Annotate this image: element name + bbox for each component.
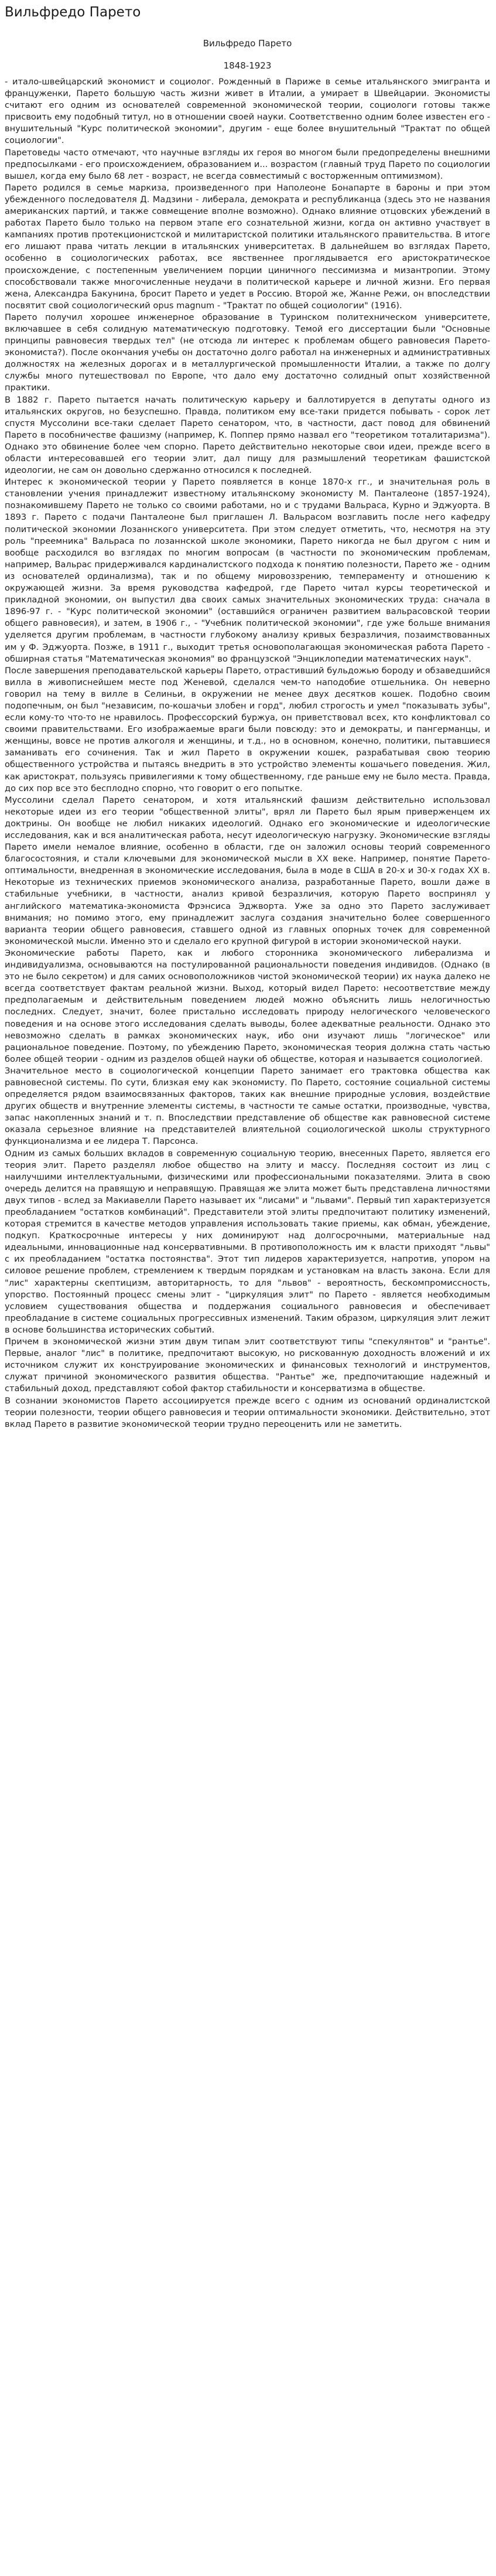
paragraph: Одним из самых больших вкладов в современную социальную теорию, внесенных Парето, является его теория элит. Парето разделял любое общество на элиту и массу. Последняя состоит из лиц с наилучшими интеллектуальными, физическими или профессиональными показателями. Элита в свою очередь делится на правящую и неправящую. Правящая же элита может быть представлена личностями двух типов - вслед за Макиавелли Парето называет их "лисами" и "львами". Первый тип характеризуется преобладанием "остатков комбинаций". Представители этой элиты предпочитают политику изменений, которая стремится в качестве методов управления использовать такие приемы, как обман, убеждение, подкуп. Краткосрочные интересы у них доминируют над долгосрочными, материальные над идеальными, инновационные над консервативными. В противоположность им к власти приходят "львы" с их преобладанием "остатка постоянства". Этот тип лидеров характеризуется, напротив, упором на силовое решение проблем, стремлением к твердым порядкам и установкам на власть закона. Если для "лис" характерны скептицизм, авторитарность, то для "львов" - вероятность, бескомпромиссность, упорство. Постоянный процесс смены элит - "циркуляция элит" по Парето - является необходимым условием существования общества и поддержания социального равновесия и обеспечивает преобладание в системе социальных прогрессивных изменений. Таким образом, циркуляция элит лежит в основе большинства исторических событий. (5, 1148, 490, 1335)
paragraph: Причем в экономической жизни этим двум типам элит соответствуют типы "спекулянтов" и "рантье". Первые, аналог "лис" в политике, предпочитают высокую, но рискованную доходность вложений и их источником служит их конструирование экономических и финансовых технологий и инструментов, служат причиной экономического развития общества. "Рантье" же, предпочитающие надежный и стабильный доход, представляют собой фактор стабильности и консерватизма в обществе. (5, 1337, 490, 1394)
paragraph: После завершения преподавательской карьеры Парето, отрастивший бульдожью бороду и обзаведшийся вилла в живописнейшем месте под Женевой, сделался чем-то наподобие отшельника. Он неверно говорил на тему в вилле в Селиньи, в окружении не менее двух десятков кошек. Подобно своим подопечным, он был "независим, по-кошачьи злобен и горд", любил строгость и умел "показывать зубы", если кому-то что-то не нравилось. Профессорский буржуа, он приветствовал всех, кто конфликтовал со своими правительствами. Его изображаемые враги были повсюду: это и демократы, и пангерманцы, и женщины, вовсе не против алкоголя и женщины, и т.д., но в основном, конечно, политики, пытавшиеся заманивать его сочинения. Так и жил Парето в окружении кошек, разрабатывая свою теорию общественного устройства и пытаясь внедрить в это устройство элементы кошачьего поведения. Жил, как аристократ, пользуясь привилегиями к тому общественному, где раньше ему не было места. Правда, до сих пор все это бесплодно спорно, что говорит о его попытке. (5, 665, 490, 793)
page-title: Вильфредо Парето (5, 5, 141, 20)
paragraph: - итало-швейцарский экономист и социолог. Рожденный в Париже в семье итальянского эмигранта и француженки, Парето большую часть жизни живет в Италии, а умирает в Швейцарии. Экономисты считают его одним из основателей современной экономической теории, социологи готовы также присвоить ему подобный титул, но в отношении своей науки. Соответственно одним более известен его - внушительный "Курс политической экономии", другим - еще более внушительный "Трактат по общей социологии". (5, 77, 490, 146)
paragraph: Парето родился в семье маркиза, произведенного при Наполеоне Бонапарте в бароны и при этом убежденного последователя Д. Мадзини - либерала, демократа и республиканца (здесь это не названия американских партий, и также совмещение вполне возможно). Однако влияние отцовских убеждений в работах Парето было только на первом этапе его сознательной жизни, когда он активно участвует в кампаниях против протекционистской и милитаристской политики итальянского правительства. В итоге его лишают права читать лекции в итальянских университетах. В дальнейшем во взглядах Парето, особенно в социологических работах, все явственнее проглядывается его аристократическое происхождение, с постепенным увеличением порции циничного пессимизма и мизантропии. Этому способствовали также многочисленные неудачи в политической карьере и личной жизни. Его первая жена, Александра Бакунина, бросит Парето и уедет в Россию. Второй же, Жанне Режи, он впоследствии посвятит свой социологический opus magnum - "Трактат по общей социологии" (1916). (5, 182, 490, 311)
paragraph: Парето получил хорошее инженерное образование в Туринском политехническом университете, включавшее в себя солидную математическую подготовку. Темой его диссертации были "Основные принципы равновесия твердых тел" (не отсюда ли интерес к проблемам общего равновесия Парето-экономиста?). После окончания учебы он достаточно долго работал на инженерных и административных должностях на железных дорогах и в металлургической промышленности Италии, а также по долгу службы много путешествовал по Европе, что дало ему достаточно солидный опыт хозяйственной практики. (5, 312, 490, 393)
paragraph: Муссолини сделал Парето сенатором, и хотя итальянский фашизм действительно использовал некоторые идеи из его теории "общественной элиты", врял ли Парето был ярым приверженцем их доктрины. Он вообще не любил никаких идеологий. Однако его экономические и идеологические исследования, как и вся аналитическая работа, несут идеологическую нагрузку. Экономические взгляды Парето имели немалое влияние, особенно в области, где он заложил основы теорий современного благосостояния, и стали ключевыми для экономической мысли в XX веке. Например, понятие Парето-оптимальности, внедренная в экономические исследования, была в моде в США в 20-х и 30-х годах XX в. Некоторые из технических приемов экономического анализа, разработанные Парето, вошли даже в стабильные учебники, в частности, анализ кривой безразличия, которую Парето воспринял у английского математика-экономиста Фрэнсиса Эджворта. Уже за одно это Парето заслуживает внимания; но помимо этого, ему принадлежит заслуга создания значительно более совершенного варианта теории общего равновесия, ставшего одной из главных опорных точек для современной экономической мысли. Именно это и сделало его крупной фигурой в истории экономической науки. (5, 795, 490, 946)
paragraph: В сознании экономистов Парето ассоциируется прежде всего с одним из оснований ординалистской теории полезности, теории общего равновесия и теории оптимальности экономики. Действительно, этот вклад Парето в развитие экономической теории трудно переоценить или не заметить. (5, 1395, 490, 1429)
paragraph: Паретоведы часто отмечают, что научные взгляды их героя во многом были предопределены внешними предпосылками - его происхождением, образованием и... возрастом (главный труд Парето по социологии вышел, когда ему было 68 лет - возраст, не всегда совместимый с восторженным оптимизмом). (5, 147, 490, 181)
paragraph: В 1882 г. Парето пытается начать политическую карьеру и баллотируется в депутаты одного из итальянских округов, но безуспешно. Правда, политиком ему все-таки придется побывать - сорок лет спустя Муссолини все-таки сделает Парето сенатором, что, в частности, даст повод для обвинений Парето в пособничестве фашизму (например, К. Поппер прямо назвал его "теоретиком тоталитаризма"). Однако это обвинение более чем спорно. Парето действительно некоторые свои идеи, прежде всего в области интересовавшей его теории элит, дал пищу для размышлений теоретикам фашистской идеологии, не сам он довольно сдержанно относился к последней. (5, 394, 490, 476)
person-name: Вильфредо Парето (203, 38, 292, 49)
life-years: 1848-1923 (223, 60, 272, 71)
article-body (5, 76, 490, 1430)
paragraph: Значительное место в социологической концепции Парето занимает его трактовка общества как равновесной системы. По сути, близкая ему как экономисту. По Парето, состояние социальной системы определяется рядом взаимосвязанных факторов, таких как внешние природные условия, воздействие других обществ и внутренние элементы системы, в частности те самые остатки, производные, чувства, запас накопленных знаний и т. п. Впоследствии представление об обществе как равновесной системе оказала серьезное влияние на представителей влиятельной социологической школы структурного функционализма и ее лидера Т. Парсонса. (5, 1065, 490, 1147)
paragraph: Экономические работы Парето, как и любого сторонника экономического либерализма и индивидуализма, основываются на постулированной рациональности поведения индивидов. (Однако (в это не было секретом) и для самих основоположников чистой экономической теории) их наука далеко не всегда соответствует фактам реальной жизни. Выход, который видел Парето: несоответствие между предполагаемым и действительным поведением людей можно объяснить лишь нелогичностью последних. Следует, значит, более пристально исследовать природу нелогического человеческого поведения и на основе этого исследования сделать выводы, более адекватные реальности. Однако это невозможно сделать в рамках экономических наук, ибо они изучают лишь "логическое" или рациональное поведение. Поэтому, по убеждению Парето, экономическая теория должна стать частью более общей теории - одним из разделов общей науки об обществе, которая и называется социологией. (5, 948, 490, 1064)
paragraph: Интерес к экономической теории у Парето появляется в конце 1870-х гг., и значительная роль в становлении учения принадлежит известному итальянскому экономисту М. Панталеоне (1857-1924), познакомившему Парето не только со своими работами, но и с трудами Вальраса, Курно и Эджуорта. В 1893 г. Парето с подачи Панталеоне был приглашен Л. Вальрасом возглавить после него кафедру политической экономии Лозаннского университета. При этом следует отметить, что, несмотря на эту роль "преемника" Вальраса по лозаннской школе экономики, Парето никогда не был другом с ним и вообще расходился во взглядах по многим вопросам (в частности по экономическим проблемам, например, Вальрас придерживался кардиналистского подхода к понятию полезности, Парето же - одним из основателей ординализма), так и по общему мировоззрению, темпераменту и отношению к окружающей жизни. За время руководства кафедрой, где Парето читал курсы теоретической и прикладной экономии, он выпустил два своих самых значительных экономических труда: сначала в 1896-97 г. - "Курс политической экономии" (оставшийся ограничен развитием вальрасовской теории общего равновесия), и затем, в 1906 г., - "Учебник политической экономии", где уже больше внимания уделяется другим проблемам, в частности глубокому анализу кривых безразличия, позаимствованных им у Ф. Эджуорта. Позже, в 1911 г., выходит третья основополагающая экономическая работа Парето - обширная статья "Математическая экономия" во французской "Энциклопедии математических наук". (5, 477, 490, 664)
